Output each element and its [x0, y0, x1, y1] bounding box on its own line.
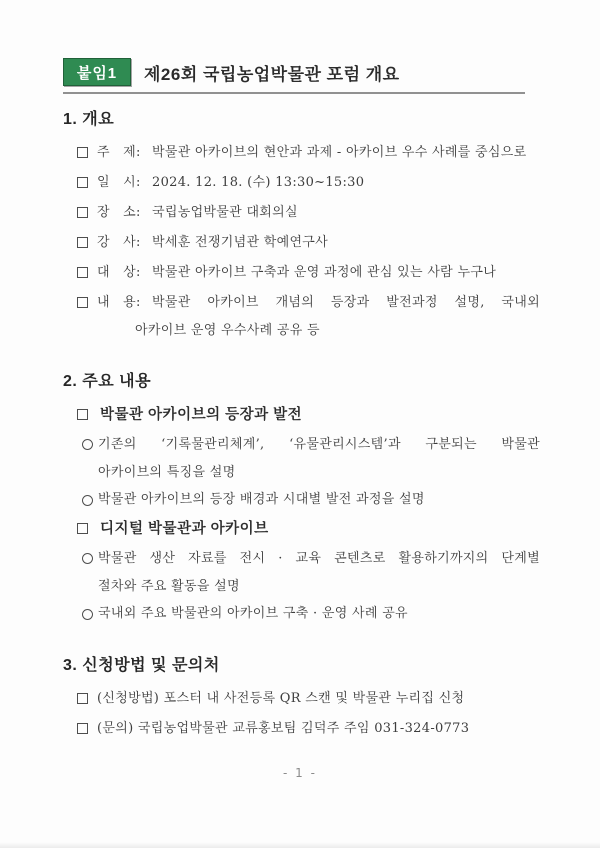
- item-label: 장 소:: [97, 205, 141, 220]
- checkbox-icon: [77, 147, 88, 158]
- checkbox-icon: [77, 693, 88, 704]
- item-text: 박물관 아카이브의 현안과 과제 - 아카이브 우수 사례를 중심으로: [152, 145, 527, 160]
- circle-bullet-icon: [82, 439, 93, 450]
- sub-bullet-line1: 박물관 생산 자료를 전시 · 교육 콘텐츠로 활용하기까지의 단계별: [98, 551, 540, 566]
- list-item-datetime: [63, 168, 540, 198]
- document-title: 제26회 국립농업박물관 포럼 개요: [144, 64, 400, 84]
- section-heading-overview: 1. 개요: [63, 111, 115, 128]
- sub-bullet-line2: 아카이브의 특징을 설명: [98, 465, 236, 480]
- sub-bullet-case-sharing: [63, 600, 540, 628]
- item-label: 주 제:: [97, 145, 141, 160]
- checkbox-icon: [77, 409, 88, 420]
- list-item-place: [63, 198, 540, 228]
- item-text: 박세훈 전쟁기념관 학예연구사: [152, 235, 329, 250]
- item-label: 강 사:: [97, 235, 141, 250]
- checkbox-icon: [77, 267, 88, 278]
- item-label: 일 시:: [97, 175, 141, 190]
- checkbox-icon: [77, 723, 88, 734]
- checkbox-icon: [77, 523, 88, 534]
- sub-bullet-archive-development: [63, 486, 540, 514]
- checkbox-icon: [77, 207, 88, 218]
- document-content: [63, 58, 540, 744]
- circle-bullet-icon: [82, 609, 93, 620]
- topic-group-digital-museum: [63, 514, 540, 544]
- item-text-line2: 아카이브 운영 우수사례 공유 등: [135, 323, 320, 338]
- item-text: (문의) 국립농업박물관 교류홍보팀 김덕주 주임 031-324-0773: [97, 721, 470, 736]
- sub-bullet-line2: 절차와 주요 활동을 설명: [98, 579, 240, 594]
- list-item-lecturer: [63, 228, 540, 258]
- checkbox-icon: [77, 297, 88, 308]
- item-text: (신청방법) 포스터 내 사전등록 QR 스캔 및 박물관 누리집 신청: [97, 691, 465, 706]
- page-number: - 1 -: [283, 766, 317, 780]
- attachment-badge: 붙임1: [63, 58, 131, 86]
- item-text: 국립농업박물관 대회의실: [152, 205, 298, 220]
- checkbox-icon: [77, 237, 88, 248]
- section-heading-main-contents: 2. 주요 내용: [63, 373, 152, 390]
- section-heading-application: 3. 신청방법 및 문의처: [63, 657, 220, 674]
- item-label: 대 상:: [97, 265, 141, 280]
- list-item-how-to-apply: [63, 684, 540, 714]
- topic-group-title: 디지털 박물관과 아카이브: [100, 521, 269, 537]
- sub-bullet-text: 박물관 아카이브의 등장 배경과 시대별 발전 과정을 설명: [98, 492, 425, 507]
- main-contents-list: [63, 400, 540, 628]
- sub-bullet-text: 국내외 주요 박물관의 아카이브 구축 · 운영 사례 공유: [98, 606, 408, 621]
- list-item-audience: [63, 258, 540, 288]
- circle-bullet-icon: [82, 553, 93, 564]
- document-header: [63, 58, 525, 94]
- list-item-contents: [63, 288, 540, 344]
- item-text-line1: 박물관 아카이브 개념의 등장과 발전과정 설명, 국내외: [152, 295, 540, 310]
- item-text: 2024. 12. 18. (수) 13:30~15:30: [152, 175, 365, 190]
- sub-bullet-line1: 기존의 ‘기록물관리체계’, ‘유물관리시스템’과 구분되는 박물관: [98, 437, 540, 452]
- application-list: [63, 684, 540, 744]
- circle-bullet-icon: [82, 495, 93, 506]
- sub-bullet-museum-materials: [63, 544, 540, 600]
- checkbox-icon: [77, 177, 88, 188]
- list-item-contact: [63, 714, 540, 744]
- list-item-topic: [63, 138, 540, 168]
- item-label: 내 용:: [97, 295, 141, 310]
- item-text: 박물관 아카이브 구축과 운영 과정에 관심 있는 사람 누구나: [152, 265, 497, 280]
- sub-bullet-archive-systems: [63, 430, 540, 486]
- topic-group-title: 박물관 아카이브의 등장과 발전: [100, 407, 303, 423]
- scan-edge-artifact: [0, 842, 600, 848]
- topic-group-archive-history: [63, 400, 540, 430]
- overview-list: [63, 138, 540, 344]
